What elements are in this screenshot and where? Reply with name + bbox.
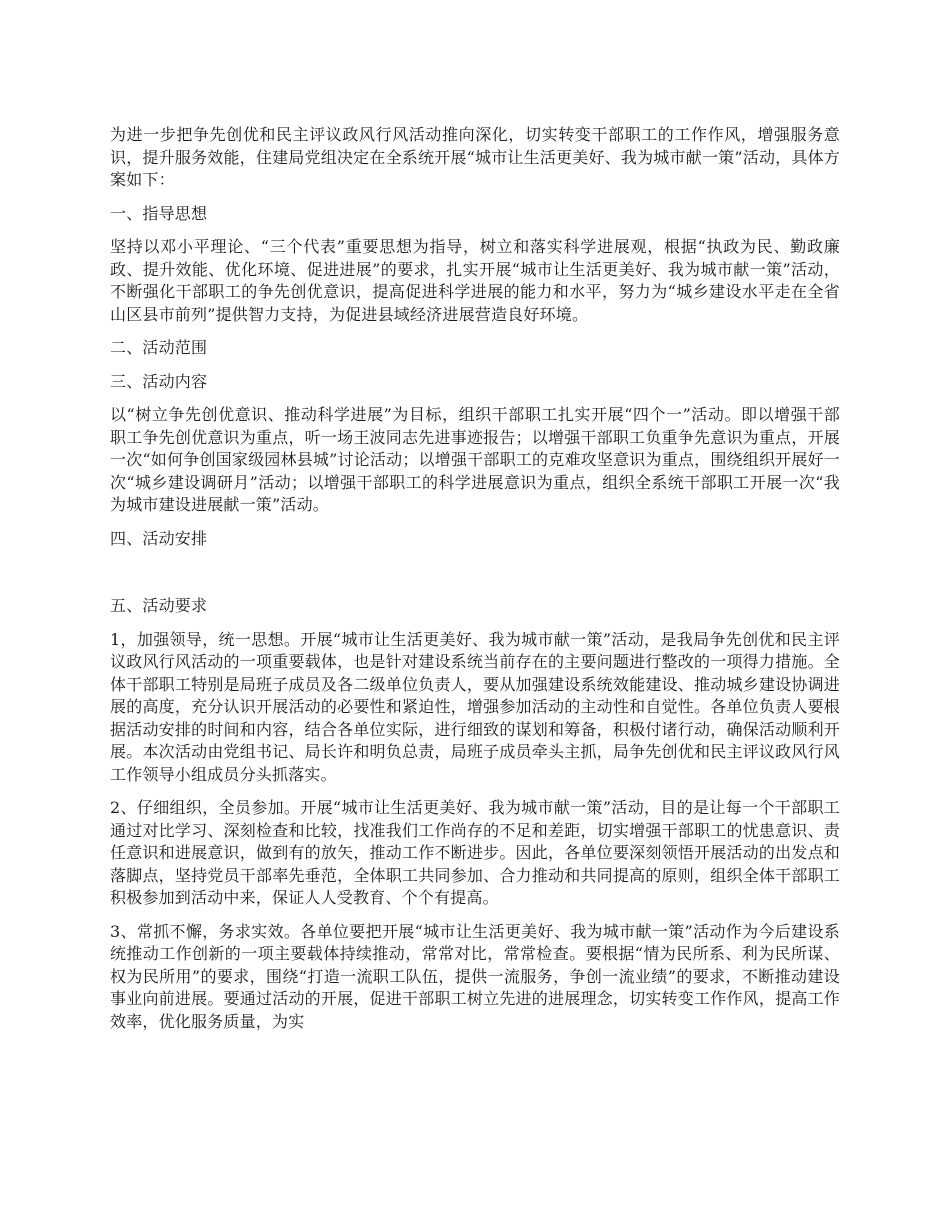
section-heading-activity-content: 三、活动内容 (110, 371, 208, 391)
intro-paragraph: 为进一步把争先创优和民主评议政风行风活动推向深化，切实转变干部职工的工作作风，增强服务意识，提升服务效能，住建局党组决定在全系统开展“城市让生活更美好、我为城市献一策”活动，具体方案如下： (110, 125, 840, 189)
section-heading-activity-scope: 二、活动范围 (110, 338, 208, 357)
section-heading-activity-requirements: 五、活动要求 (110, 596, 208, 615)
guiding-ideology-paragraph: 坚持以邓小平理论、“三个代表”重要思想为指导，树立和落实科学进展观，根据“执政为民、勤政廉政、提升效能、优化环境、促进进展”的要求，扎实开展“城市让生活更美好、我为城市献一策”活动，不断强化干部职工的争先创优意识，提高促进科学进展的能力和水平，努力为“城乡建设水平走在全省山区县市前列”提供智力支持，为促进县域经济进展营造良好环境。 (110, 237, 840, 324)
requirement-3-paragraph: 3、常抓不懈，务求实效。各单位要把开展“城市让生活更美好、我为城市献一策”活动作为今后建设系统推动工作创新的一项主要载体持续推动，常常对比，常常检查。要根据“情为民所系、利为民所谋、权为民所用”的要求，围绕“打造一流职工队伍，提供一流服务，争创一流业绩”的要求，不断推动建设事业向前进展。要通过活动的开展，促进干部职工树立先进的进展理念，切实转变工作作风，提高工作效率，优化服务质量，为实 (110, 921, 840, 1031)
activity-content-paragraph: 以“树立争先创优意识、推动科学进展”为目标，组织干部职工扎实开展“四个一”活动。即以增强干部职工争先创优意识为重点，听一场王波同志先进事迹报告；以增强干部职工负重争先意识为重点，开展一次“如何争创国家级园林县城”讨论活动；以增强干部职工的克难攻坚意识为重点，围绕组织开展好一次“城乡建设调研月”活动；以增强干部职工的科学进展意识为重点，组织全系统干部职工开展一次“我为城市建设进展献一策”活动。 (110, 405, 840, 514)
section-heading-guiding-ideology: 一、指导思想 (110, 203, 208, 223)
section-heading-activity-arrangement: 四、活动安排 (110, 528, 208, 548)
requirement-2-paragraph: 2、仔细组织，全员参加。开展“城市让生活更美好、我为城市献一策”活动，目的是让每一个干部职工通过对比学习、深刻检查和比较，找准我们工作尚存的不足和差距，切实增强干部职工的忧患意识、责任意识和进展意识，做到有的放矢，推动工作不断进步。因此，各单位要深刻领悟开展活动的出发点和落脚点，坚持党员干部率先垂范，全体职工共同参加、合力推动和共同提高的原则，组织全体干部职工积极参加到活动中来，保证人人受教育、个个有提高。 (110, 798, 840, 907)
blank-space (110, 561, 840, 595)
document-body (110, 124, 840, 1044)
requirement-1-paragraph: 1，加强领导，统一思想。开展“城市让生活更美好、我为城市献一策”活动，是我局争先创优和民主评议政风行风活动的一项重要载体，也是针对建设系统当前存在的主要问题进行整改的一项得力措施。全体干部职工特别是局班子成员及各二级单位负责人，要从加强建设系统效能建设、推动城乡建设协调进展的高度，充分认识开展活动的必要性和紧迫性，增强参加活动的主动性和自觉性。各单位负责人要根据活动安排的时间和内容，结合各单位实际，进行细致的谋划和筹备，积极付诸行动，确保活动顺利开展。本次活动由党组书记、局长许和明负总责，局班子成员牵头主抓，局争先创优和民主评议政风行风工作领导小组成员分头抓落实。 (110, 629, 840, 784)
